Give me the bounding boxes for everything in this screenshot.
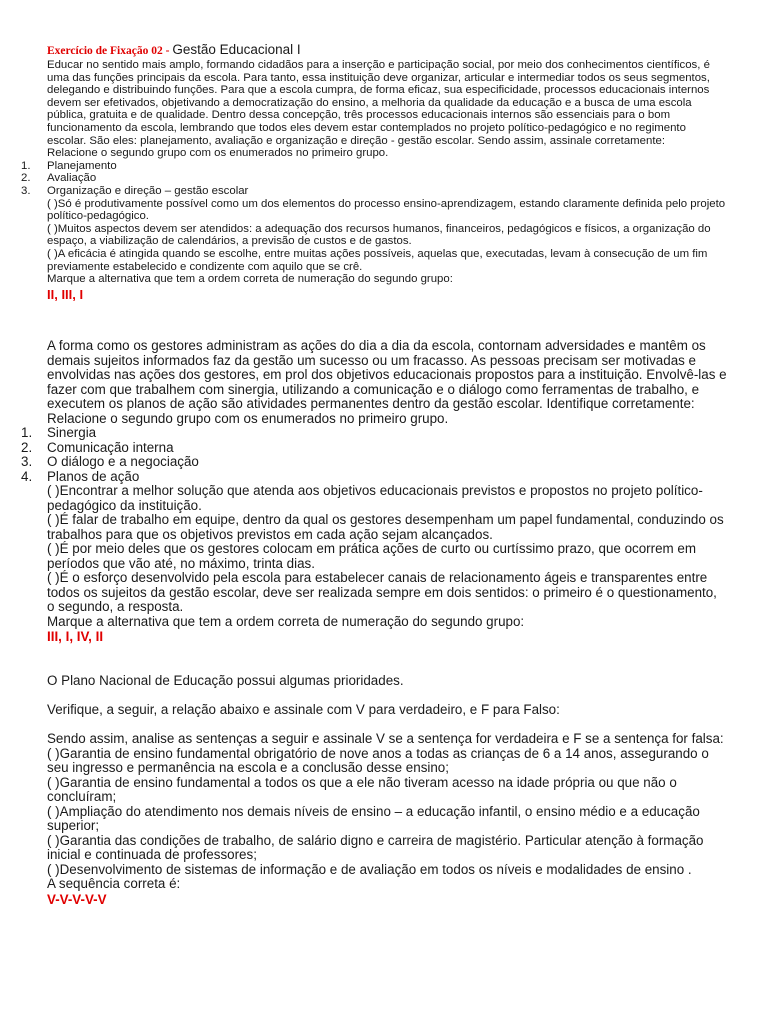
item-text: Comunicação interna <box>47 439 174 455</box>
statement: ( )Só é produtivamente possível como um dos elementos do processo ensino-aprendizagem, estando claramente definida pelo projeto político-pedagógico. <box>47 197 726 223</box>
list-item <box>21 425 727 441</box>
statement: ( )Muitos aspectos devem ser atendidos: a adequação dos recursos humanos, financeiros, pedagógicos e físicos, a organização do espaço, a viabilização de calendários, a previsão de custos e de gastos. <box>47 222 711 248</box>
statement: ( )A eficácia é atingida quando se escolhe, entre muitas ações possíveis, aquelas que, executadas, levam à consecução de um fim previamente estabelecido e condizente com aquilo que se crê. <box>47 247 708 273</box>
question-intro: O Plano Nacional de Educação possui algumas prioridades. <box>47 673 404 688</box>
answer-key: V-V-V-V-V <box>47 891 107 907</box>
statement: ( )É falar de trabalho em equipe, dentro da qual os gestores desempenham um papel fundamental, conduzindo os trabalhos para que os objetivos previstos em cada ação sejam alcançados. <box>47 512 724 542</box>
statement: ( )Garantia de ensino fundamental obrigatório de nove anos a todas as crianças de 6 a 14 anos, assegurando o seu ingresso e permanência na escola e a conclusão desse ensino; <box>47 745 709 775</box>
list-item <box>21 159 727 173</box>
list-item <box>21 468 727 485</box>
statement: ( )Encontrar a melhor solução que atenda aos objetivos educacionais previstos e propostos no projeto político-pedagógico da instituição. <box>47 483 703 513</box>
item-number: 3. <box>21 454 33 469</box>
statement: ( )É o esforço desenvolvido pela escola para estabelecer canais de relacionamento ágeis e transparentes entre todos os sujeitos da gestão escolar, deve ser realizada sempre em dois sentidos: o primeiro é o questionamento, o segundo, a resposta. <box>47 570 717 614</box>
item-number: 1. <box>21 425 33 440</box>
list-item <box>21 454 727 470</box>
statement: ( )Garantia de ensino fundamental a todos os que a ele não tiveram acesso na idade própria ou que não o concluíram; <box>47 774 677 804</box>
enumerated-list <box>21 159 727 198</box>
item-number: 2. <box>21 439 33 455</box>
exercise-heading <box>47 42 727 59</box>
statement: ( )Garantia das condições de trabalho, de salário digno e carreira de magistério. Particular atenção à formação inicial e continuada de professores; <box>47 832 704 862</box>
question-intro: A forma como os gestores administram as ações do dia a dia da escola, contornam adversidades e mantêm os demais sujeitos informados faz da gestão um sucesso ou um fracasso. As pessoas precisam ser motivadas e envolvidas nas ações dos gestores, em prol dos objetivos educacionais propostos para a instituição. Envolvê-las e fazer com que trabalhem com sinergia, utilizando a comunicação e o diálogo como ferramentas de trabalho, e executem os planos de ação são atividades permanentes dentro da gestão escolar. Identifique corretamente: <box>47 338 727 411</box>
list-item <box>21 439 727 456</box>
list-item <box>21 172 727 185</box>
question-instruction: Relacione o segundo grupo com os enumerados no primeiro grupo. <box>47 410 449 426</box>
enumerated-list <box>21 425 727 484</box>
item-number: 1. <box>21 159 31 172</box>
question-verify: Verifique, a seguir, a relação abaixo e assinale com V para verdadeiro, e F para Falso: <box>47 702 560 717</box>
item-number: 4. <box>21 468 33 484</box>
item-number: 3. <box>21 184 31 197</box>
question-analyze: Sendo assim, analise as sentenças a seguir e assinale V se a sentença for verdadeira e F se a sentença for falsa: <box>47 731 724 746</box>
item-number: 2. <box>21 172 31 185</box>
question-prompt: Marque a alternativa que tem a ordem correta de numeração do segundo grupo: <box>47 613 525 629</box>
statement: ( )É por meio deles que os gestores colocam em prática ações de curto ou curtíssimo prazo, que ocorrem em períodos que vão até, no máximo, trinta dias. <box>47 541 696 571</box>
question-prompt: Marque a alternativa que tem a ordem correta de numeração do segundo grupo: <box>47 273 453 286</box>
exercise-3 <box>47 674 727 908</box>
item-text: O diálogo e a negociação <box>47 454 199 469</box>
list-item <box>21 184 727 198</box>
exercise-label: Exercício de Fixação 02 - <box>47 45 173 57</box>
statement: ( )Ampliação do atendimento nos demais níveis de ensino – a educação infantil, o ensino médio e a educação superior; <box>47 803 700 833</box>
exercise-title: Gestão Educacional I <box>172 42 301 57</box>
spacer <box>47 689 727 704</box>
question-intro: Educar no sentido mais amplo, formando cidadãos para a inserção e participação social, por meio dos conhecimentos científicos, é uma das funções principais da escola. Para tanto, essa instituição deve organizar, articular e intermediar todos os seus segmentos, delegando e distribuindo funções. Para que a escola cumpra, de forma eficaz, sua especificidade, processos educacionais internos devem ser efetivados, objetivando a democratização do ensino, a melhoria da qualidade da educação e a busca de uma escola pública, gratuita e de qualidade. Dentro dessa concepção, três processos educacionais internos são essenciais para o bom funcionamento da escola, lembrando que todos eles devem estar contemplados no projeto político-pedagógico e no regimento escolar. São eles: planejamento, avaliação e organização e direção - gestão escolar. Sendo assim, assinale corretamente: <box>47 59 710 147</box>
item-text: Organização e direção – gestão escolar <box>47 184 249 197</box>
item-text: Avaliação <box>47 172 97 185</box>
spacer <box>47 718 727 733</box>
exercise-2 <box>21 338 727 645</box>
item-text: Planejamento <box>47 159 117 172</box>
question-instruction: Relacione o segundo grupo com os enumerados no primeiro grupo. <box>47 147 389 160</box>
answer-key: II, III, I <box>47 286 84 302</box>
answer-key: III, I, IV, II <box>47 629 104 644</box>
item-text: Sinergia <box>47 425 97 440</box>
question-prompt: A sequência correta é: <box>47 876 181 891</box>
exercise-1 <box>21 42 727 303</box>
statement: ( )Desenvolvimento de sistemas de informação e de avaliação em todos os níveis e modalidades de ensino . <box>47 861 692 877</box>
item-text: Planos de ação <box>47 468 140 484</box>
